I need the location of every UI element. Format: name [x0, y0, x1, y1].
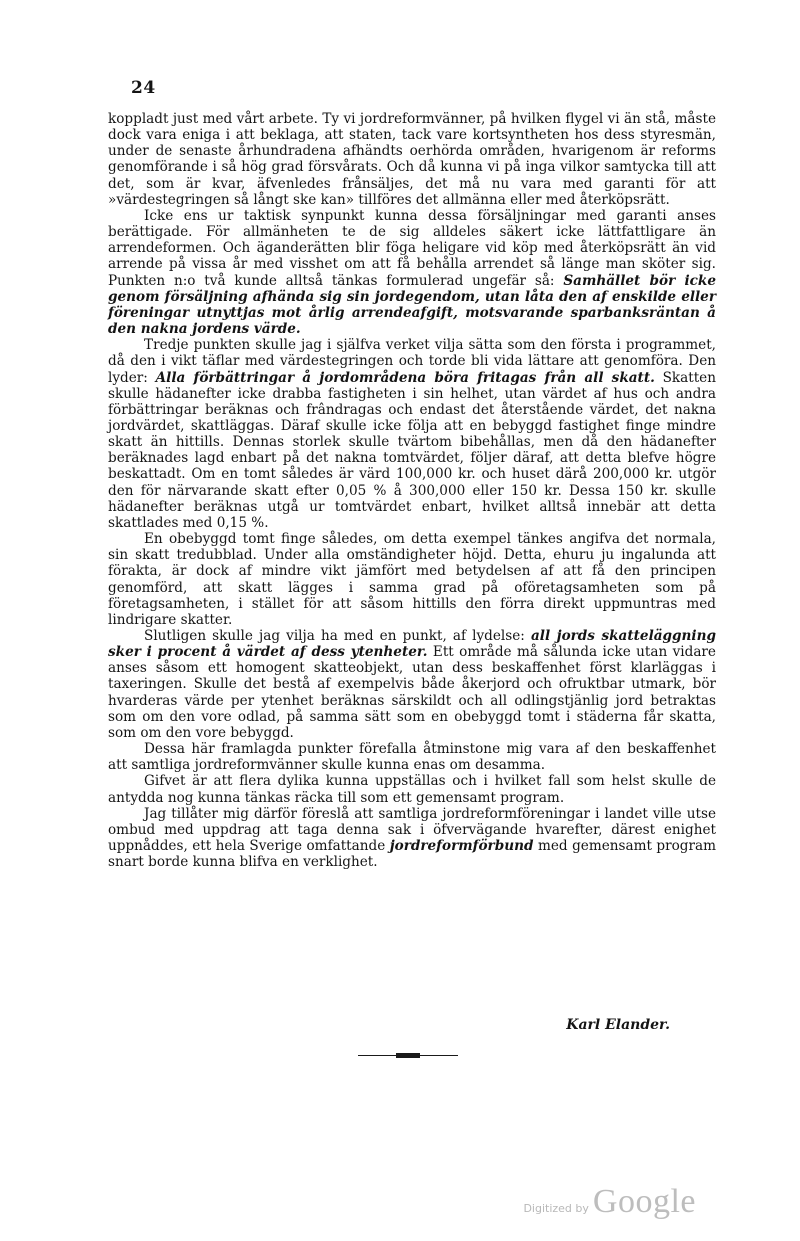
text-run: Tredje punkten skulle jag i själfva verket vilja sätta som den första i programmet, då den i vikt täflar med värdestegringen och torde bli vida lättare att genomföra. Den lyder: — [108, 337, 716, 386]
paragraph — [108, 806, 716, 871]
paragraph — [108, 741, 716, 773]
paragraph — [108, 773, 716, 805]
page-number: 24 — [131, 78, 156, 98]
paragraph — [108, 531, 716, 628]
paragraph — [108, 111, 716, 208]
text-run: Dessa här framlagda punkter förefalla åtminstone mig vara af den beskaffenhet att samtliga jordreformvänner skulle kunna enas om desamma. — [108, 741, 716, 774]
text-run: Skatten skulle hädanefter icke drabba fastigheten i sin helhet, utan värdet af hus och andra förbättringar beräknas och frândragas och endast det återstående värdet, det nakna jordvärdet, skattläggas. Däraf skulle icke följa att en bebyggd fastighet finge mindre skatt än hittills. Dennas storlek skulle tvärtom bibehållas, men då den hädanefter beräknades lagd enbart på det nakna tomtvärdet, följer däraf, att detta blefve högre beskattadt. Om en tomt således är värd 100,000 kr. och huset därå 200,000 kr. utgör den för närvarande skatt efter 0,05 % å 300,000 eller 150 kr. Dessa 150 kr. skulle hädanefter beräknas utgå ur tomtvärdet enbart, hvilket alltså innebär att detta skattlades med 0,15 %. — [108, 369, 716, 531]
article-body — [108, 111, 716, 870]
divider-ornament — [396, 1053, 420, 1058]
paragraph — [108, 628, 716, 741]
watermark-prefix: Digitized by — [523, 1202, 589, 1215]
emphasized-text: Alla förbättringar å jordområdena böra fritagas från all skatt. — [155, 369, 655, 386]
text-run: Jag tillåter mig därför föreslå att samtliga jordreformföreningar i landet ville utse ombud med uppdrag att taga denna sak i öfvervägande hvarefter, därest enighet uppnåddes, ett hela Sverige omfattande — [108, 805, 716, 855]
paragraph — [108, 337, 716, 531]
emphasized-text: all jords skatteläggning sker i procent å värdet af dess ytenheter. — [108, 628, 716, 661]
text-run: Gifvet är att flera dylika kunna uppställas och i hvilket fall som helst skulle de antydda nog kunna tänkas räcka till som ett gemensamt program. — [108, 773, 716, 806]
author-signature: Karl Elander. — [566, 1017, 670, 1033]
text-run: Ett område må sålunda icke utan vidare anses såsom ett homogent skatteobjekt, utan dess beskaffenhet först klarläggas i taxeringen. Skulle det bestå af exempelvis både åkerjord och ofruktbar utmark, bör hvarderas värde per ytenhet beräknas särskildt och all odlingstjänlig jord betraktas som om den vore odlad, på samma sätt som en obebyggd tomt i städerna får skatta, som om den vore bebyggd. — [108, 644, 716, 741]
emphasized-text: jordreformförbund — [389, 838, 534, 855]
paragraph — [108, 208, 716, 337]
google-logo: Google — [592, 1183, 696, 1220]
text-run: Icke ens ur taktisk synpunkt kunna dessa försäljningar med garanti anses berättigade. För allmänheten te de sig alldeles säkert icke lättfattligare än arrendeformen. Och äganderätten blir föga heligare vid köp med återköpsrätt än vid arrende på vissa år med visshet om att få behålla arrendet så länge man sköter sig. Punkten n:o två kunde alltså tänkas formulerad ungefär så: — [108, 207, 716, 289]
text-run: koppladt just med vårt arbete. Ty vi jordreformvänner, på hvilken flygel vi än stå, måste dock vara eniga i att beklaga, att staten, tack vare kortsyntheten hos dess styresmän, under de senaste århundradena afhändts oerhörda områden, hvarigenom är reforms genomförande i så hög grad försvårats. Och då kunna vi på inga vilkor samtycka till att det, som är kvar, äfvenledes frånsäljes, det må nu vara med garanti för att »värdestegringen så långt ske kan» tillföres det allmänna eller med återköpsrätt. — [108, 111, 716, 208]
google-watermark — [523, 1183, 696, 1221]
section-divider — [358, 1052, 458, 1059]
text-run: med gemensamt program snart borde kunna blifva en verklighet. — [108, 838, 716, 871]
text-run: En obebyggd tomt finge således, om detta exempel tänkes angifva det normala, sin skatt tredubblad. Under alla omständigheter höjd. Detta, ehuru ju ingalunda att förakta, är dock af mindre vikt jämfört med betydelsen af att få den principen genomförd, att skatt lägges i samma grad på oföretagsamheten som på företagsamheten, i stället för att såsom hittills den förra direkt uppmuntras med lindrigare skatter. — [108, 531, 716, 628]
text-run: Slutligen skulle jag vilja ha med en punkt, af lydelse: — [144, 628, 531, 644]
emphasized-text: Samhället bör icke genom försäljning afhända sig sin jordegendom, utan låta den af enskilde eller föreningar utnyttjas mot årlig arrendeafgift, motsvarande sparbanksräntan å den nakna jordens värde. — [108, 272, 716, 338]
